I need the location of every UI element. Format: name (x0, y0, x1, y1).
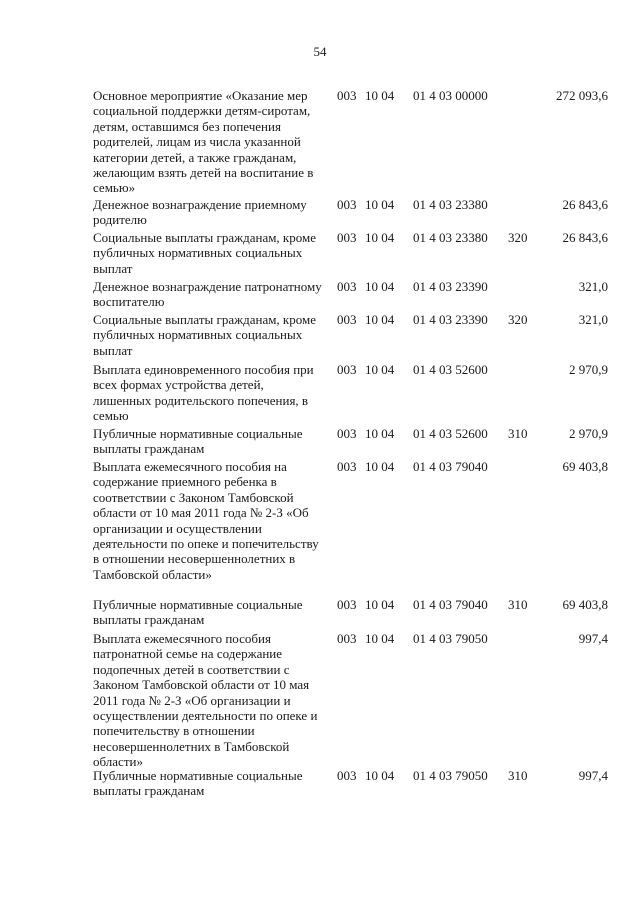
admin-code: 003 (337, 768, 357, 783)
target-article-code: 01 4 03 79040 (413, 459, 488, 474)
admin-code: 003 (337, 362, 357, 377)
section-code: 10 04 (365, 230, 395, 245)
row-description: Публичные нормативные социальные выплаты гражданам (93, 768, 303, 799)
amount: 997,4 (578, 768, 608, 783)
amount: 69 403,8 (562, 597, 608, 612)
admin-code: 003 (337, 312, 357, 327)
admin-code: 003 (337, 597, 357, 612)
section-code: 10 04 (365, 631, 395, 646)
amount: 26 843,6 (562, 230, 608, 245)
target-article-code: 01 4 03 79050 (413, 631, 488, 646)
row-description: Выплата единовременного пособия при всех формах устройства детей, лишенных родительского попечения, в семью (93, 362, 314, 424)
target-article-code: 01 4 03 52600 (413, 362, 488, 377)
admin-code: 003 (337, 197, 357, 212)
expense-type-code: 310 (508, 426, 528, 441)
target-article-code: 01 4 03 79050 (413, 768, 488, 783)
section-code: 10 04 (365, 597, 395, 612)
section-code: 10 04 (365, 197, 395, 212)
row-description: Основное мероприятие «Оказание мер социальной поддержки детям-сиротам, детям, оставшимся без попечения родителей, лицам из числа указанной категории детей, а также гражданам, желающим взять детей на воспитание в семью» (93, 88, 314, 196)
target-article-code: 01 4 03 00000 (413, 88, 488, 103)
amount: 321,0 (578, 279, 608, 294)
admin-code: 003 (337, 631, 357, 646)
amount: 26 843,6 (562, 197, 608, 212)
section-code: 10 04 (365, 279, 395, 294)
amount: 321,0 (578, 312, 608, 327)
expense-type-code: 310 (508, 597, 528, 612)
admin-code: 003 (337, 230, 357, 245)
admin-code: 003 (337, 426, 357, 441)
target-article-code: 01 4 03 23380 (413, 230, 488, 245)
expense-type-code: 310 (508, 768, 528, 783)
section-code: 10 04 (365, 312, 395, 327)
expense-type-code: 320 (508, 312, 528, 327)
section-code: 10 04 (365, 88, 395, 103)
section-code: 10 04 (365, 426, 395, 441)
page-number: 54 (313, 44, 327, 59)
row-description: Выплата ежемесячного пособия на содержание приемного ребенка в соответствии с Законом Тамбовской области от 10 мая 2011 года № 2-З «Об организации и осуществлении деятельности по опеке и попечительству в отношении несовершеннолетних в Тамбовской области» (93, 459, 319, 582)
target-article-code: 01 4 03 23380 (413, 197, 488, 212)
target-article-code: 01 4 03 23390 (413, 312, 488, 327)
expense-type-code: 320 (508, 230, 528, 245)
amount: 2 970,9 (569, 362, 608, 377)
row-description: Денежное вознаграждение патронатному воспитателю (93, 279, 322, 310)
row-description: Социальные выплаты гражданам, кроме публичных нормативных социальных выплат (93, 312, 316, 358)
target-article-code: 01 4 03 23390 (413, 279, 488, 294)
admin-code: 003 (337, 459, 357, 474)
admin-code: 003 (337, 88, 357, 103)
amount: 272 093,6 (556, 88, 608, 103)
section-code: 10 04 (365, 459, 395, 474)
amount: 997,4 (578, 631, 608, 646)
section-code: 10 04 (365, 768, 395, 783)
section-code: 10 04 (365, 362, 395, 377)
amount: 2 970,9 (569, 426, 608, 441)
row-description: Публичные нормативные социальные выплаты гражданам (93, 597, 303, 628)
target-article-code: 01 4 03 52600 (413, 426, 488, 441)
amount: 69 403,8 (562, 459, 608, 474)
admin-code: 003 (337, 279, 357, 294)
target-article-code: 01 4 03 79040 (413, 597, 488, 612)
row-description: Выплата ежемесячного пособия патронатной семье на содержание подопечных детей в соответствии с Законом Тамбовской области от 10 мая 2011 года № 2-З «Об организации и осуществлении деятельности по опеке и попечительству в отношении несовершеннолетних в Тамбовской области» (93, 631, 318, 770)
row-description: Публичные нормативные социальные выплаты гражданам (93, 426, 303, 457)
row-description: Денежное вознаграждение приемному родителю (93, 197, 307, 228)
row-description: Социальные выплаты гражданам, кроме публичных нормативных социальных выплат (93, 230, 316, 276)
